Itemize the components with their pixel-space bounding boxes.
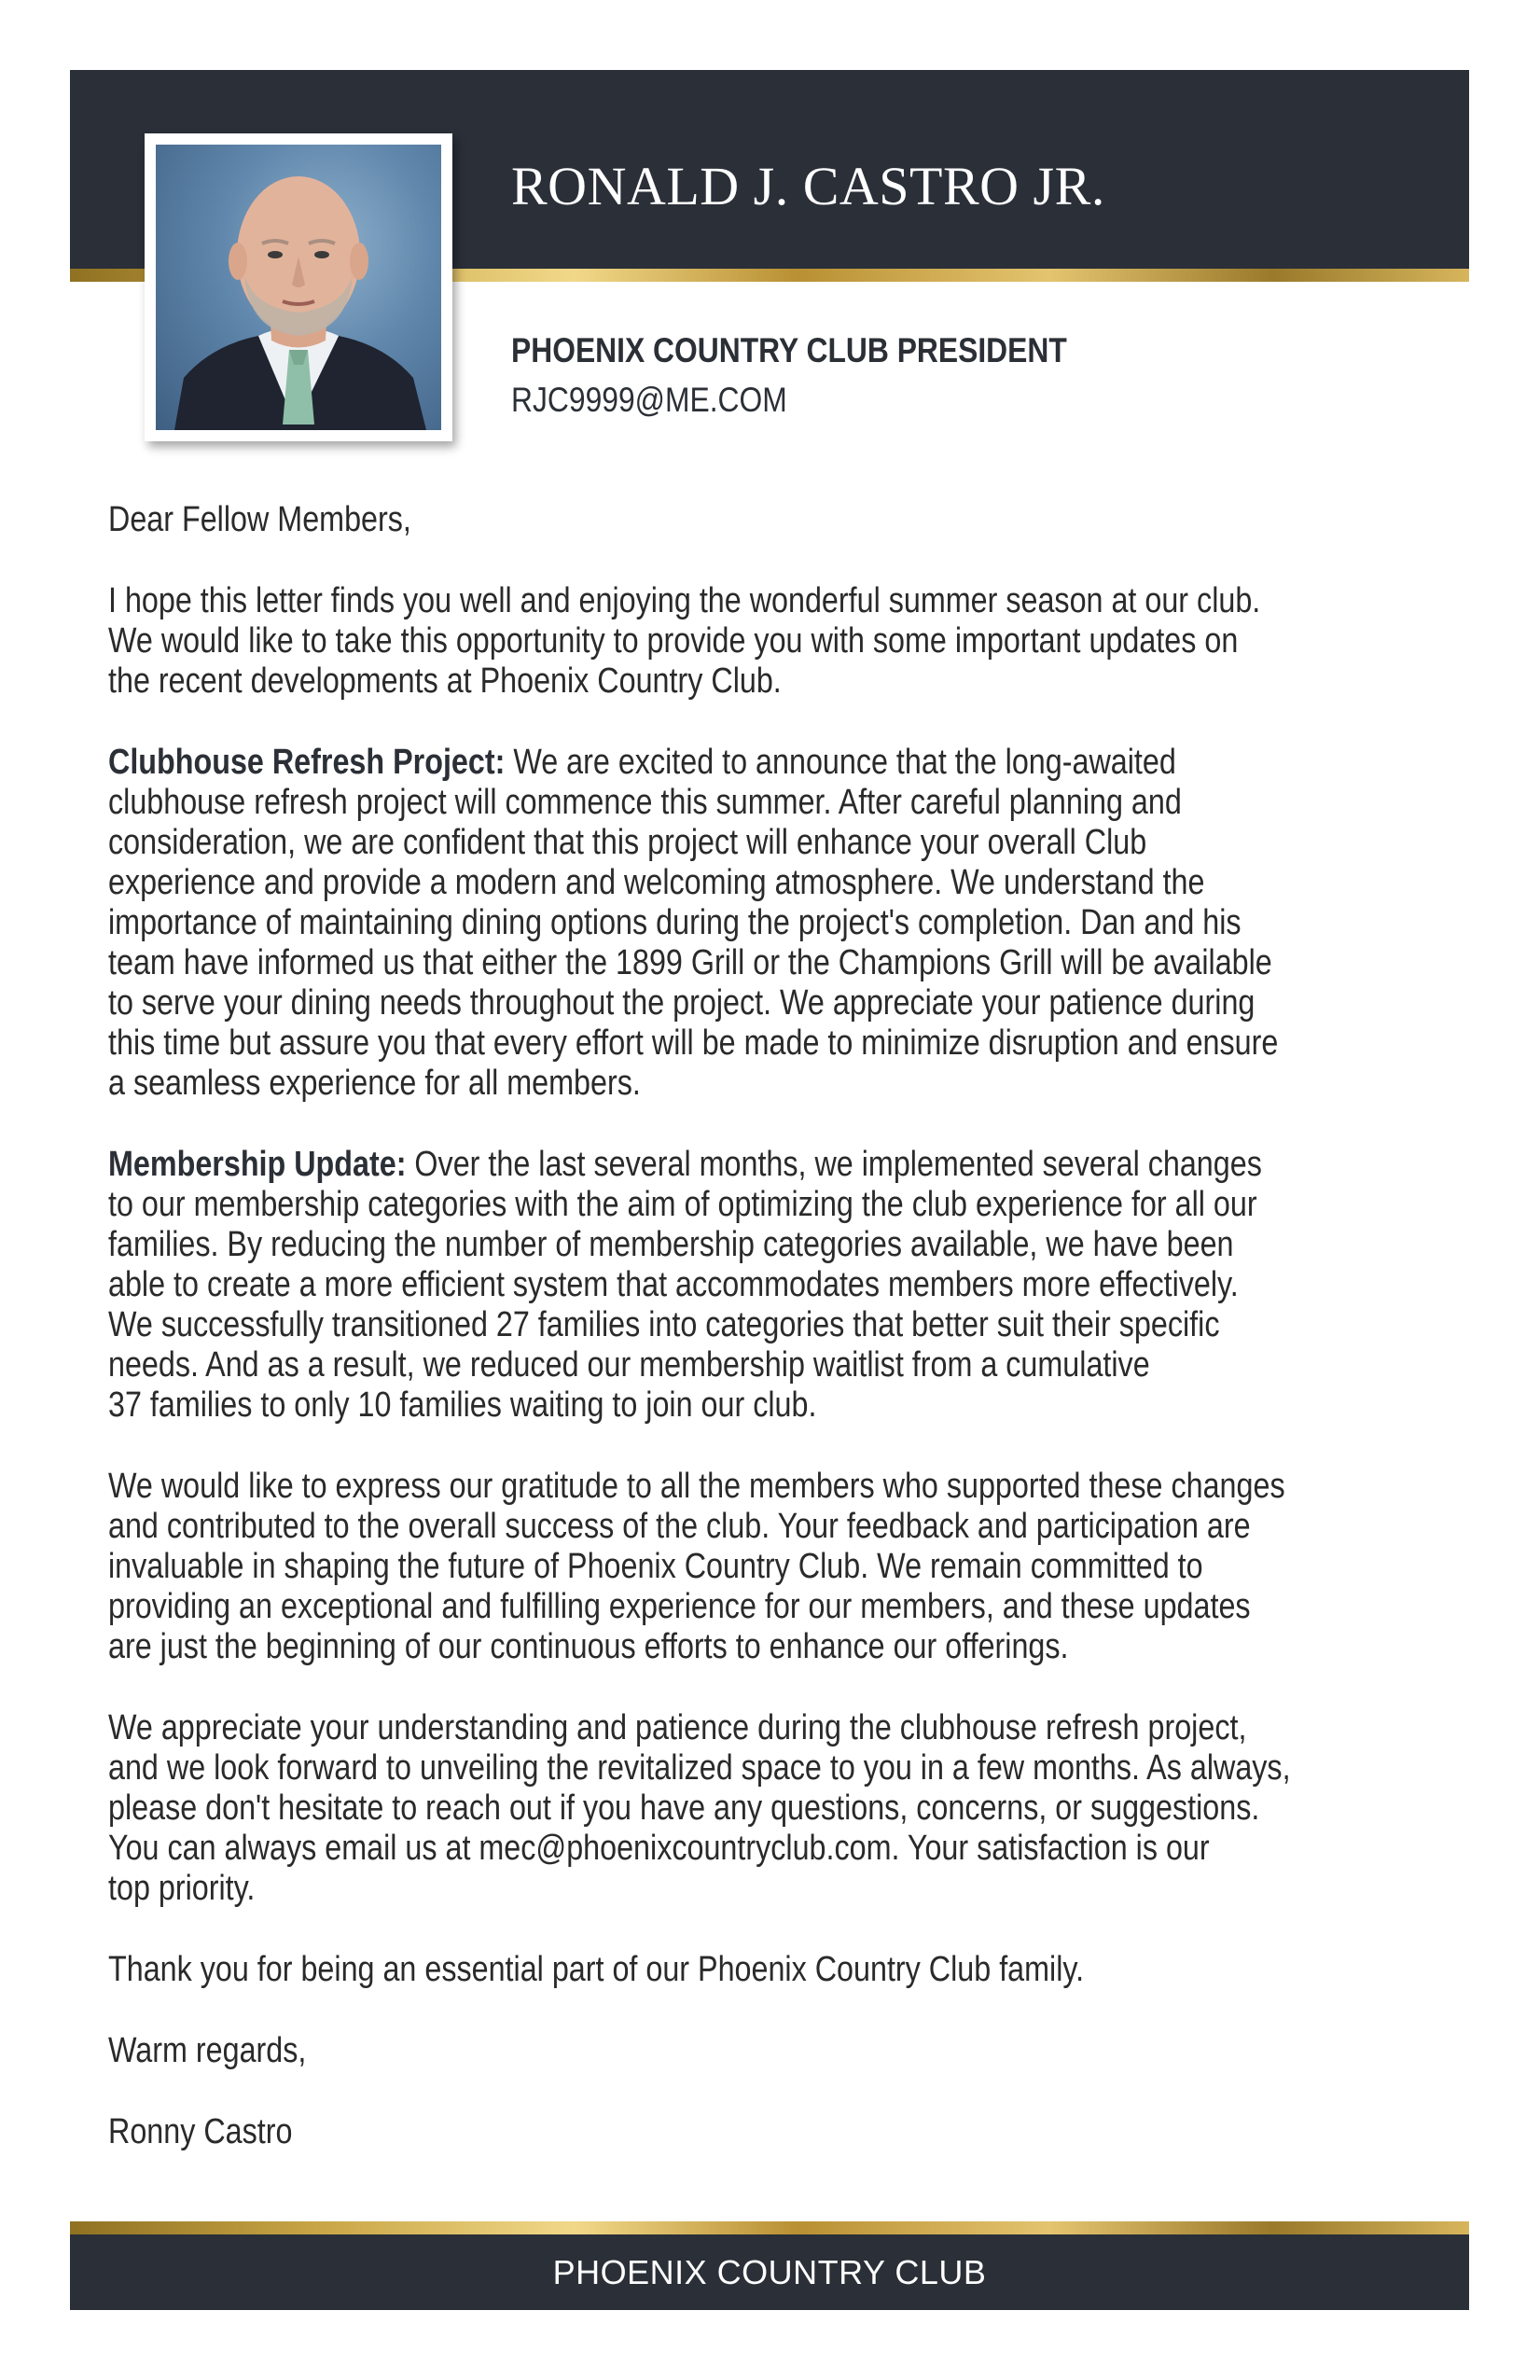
signature: Ronny Castro	[108, 2112, 293, 2151]
clubhouse-line: to serve your dining needs throughout the project. We appreciate your patience during	[108, 983, 1256, 1023]
membership-line: needs. And as a result, we reduced our membership waitlist from a cumulative	[108, 1345, 1150, 1385]
intro-line: the recent developments at Phoenix Country Club.	[108, 661, 782, 701]
clubhouse-text: We are excited to announce that the long-awaited	[505, 743, 1176, 782]
appreciation-line: please don't hesitate to reach out if you have any questions, concerns, or suggestions.	[108, 1788, 1260, 1828]
intro-line: I hope this letter finds you well and enjoying the wonderful summer season at our club.	[108, 581, 1261, 620]
gratitude-line: We would like to express our gratitude to all the members who supported these changes	[108, 1467, 1285, 1506]
membership-line: 37 families to only 10 families waiting to join our club.	[108, 1385, 817, 1425]
closing-line: Warm regards,	[108, 2031, 307, 2070]
gratitude-line: providing an exceptional and fulfilling experience for our members, and these updates	[108, 1587, 1251, 1626]
footer-club-name: PHOENIX COUNTRY CLUB	[552, 2253, 987, 2291]
membership-line: We successfully transitioned 27 families into categories that better suit their specific	[108, 1305, 1220, 1344]
footer-band	[70, 2234, 1469, 2310]
footer-gold-rule	[70, 2221, 1469, 2234]
appreciation-line: top priority.	[108, 1869, 256, 1908]
clubhouse-line: importance of maintaining dining options during the project's completion. Dan and his	[108, 903, 1242, 942]
appreciation-line: and we look forward to unveiling the revitalized space to you in a few months. As always,	[108, 1748, 1291, 1788]
portrait-frame	[145, 133, 452, 441]
membership-line	[108, 1145, 1262, 1185]
intro-line: We would like to take this opportunity to provide you with some important updates on	[108, 621, 1239, 661]
membership-heading: Membership Update:	[108, 1145, 407, 1184]
gratitude-line: are just the beginning of our continuous efforts to enhance our offerings.	[108, 1627, 1069, 1666]
clubhouse-line: experience and provide a modern and welcoming atmosphere. We understand the	[108, 863, 1205, 902]
clubhouse-line: clubhouse refresh project will commence this summer. After careful planning and	[108, 783, 1182, 822]
membership-line: to our membership categories with the aim of optimizing the club experience for all our	[108, 1185, 1257, 1224]
gratitude-line: invaluable in shaping the future of Phoenix Country Club. We remain committed to	[108, 1547, 1203, 1586]
clubhouse-line: a seamless experience for all members.	[108, 1064, 641, 1103]
header-role: PHOENIX COUNTRY CLUB PRESIDENT	[511, 331, 1067, 369]
appreciation-line: We appreciate your understanding and patience during the clubhouse refresh project,	[108, 1708, 1247, 1747]
membership-line: families. By reducing the number of membership categories available, we have been	[108, 1225, 1234, 1264]
membership-line: able to create a more efficient system that accommodates members more effectively.	[108, 1265, 1239, 1304]
clubhouse-line: this time but assure you that every effort will be made to minimize disruption and ensure	[108, 1023, 1279, 1063]
clubhouse-line	[108, 743, 1176, 783]
portrait-photo	[156, 145, 441, 430]
header-name: RONALD J. CASTRO JR.	[511, 156, 1105, 216]
portrait-illustration	[156, 145, 441, 430]
clubhouse-line: consideration, we are confident that this project will enhance your overall Club	[108, 823, 1147, 862]
clubhouse-line: team have informed us that either the 1899 Grill or the Champions Grill will be available	[108, 943, 1272, 982]
header-email[interactable]: RJC9999@ME.COM	[511, 381, 787, 419]
clubhouse-heading: Clubhouse Refresh Project:	[108, 743, 506, 782]
gratitude-line: and contributed to the overall success of the club. Your feedback and participation are	[108, 1507, 1251, 1546]
membership-text: Over the last several months, we implemented several changes	[406, 1145, 1262, 1184]
salutation: Dear Fellow Members,	[108, 500, 411, 539]
thanks-line: Thank you for being an essential part of our Phoenix Country Club family.	[108, 1950, 1085, 1989]
appreciation-line: You can always email us at mec@phoenixcountryclub.com. Your satisfaction is our	[108, 1829, 1210, 1868]
